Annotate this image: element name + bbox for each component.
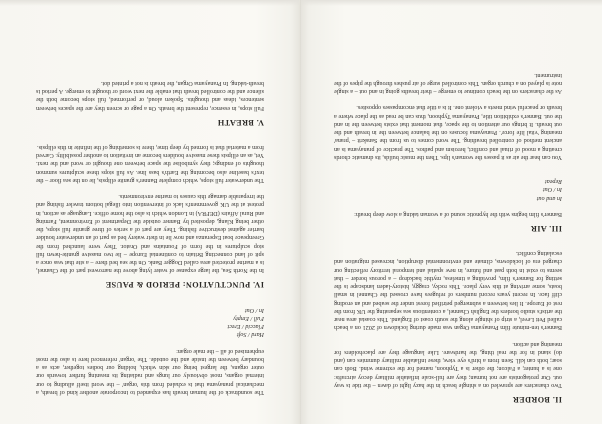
- verse-line: Full / Empty: [233, 315, 264, 321]
- book-gutter: [299, 0, 301, 424]
- section-heading-border: II. BORDER: [512, 395, 562, 404]
- paragraph-film-begins: Banner's film begins with the hypnotic sound of a woman taking a slow deep breath:: [354, 211, 562, 217]
- verse-line: In / Out: [542, 186, 562, 193]
- paragraph-full-stops-breath: Full stops, in essence, represent the breath. On a page or screen they are the spaces between sentences, ideas and thoughts. Spoken aloud, or performed, full stops become both the silence and the controlled breath that enable the next word or thought to emerge. A period is breath-taking. In Pranayama Organ, the breath is not a printed dot.: [36, 80, 264, 111]
- paragraph-pranayama: You can hear the air as it passes the woman's lips. Then the music builds, its dramatic chords creating a mood of ritual and conflict, heroism and pathos. The practice of pranayama is an ancient method of controlled breathing. The word comes to us from the Sanskrit – 'prana' meaning 'vital life force'. Pranayama focuses on the balance between the in breath and the out breath. It brings our attention to the space, that moment that exists between the in and the out. Banner's exhibition title, Pranayama Typhoon, thus can be read as the place where a breath or peaceful wind meets a violent one. It is a title that encompasses opposites.: [334, 104, 562, 160]
- verse-line: Flaccid / Erect: [227, 323, 264, 330]
- verse-line: Repeat: [544, 178, 562, 185]
- verse-line: In / Out: [244, 306, 264, 313]
- page-edge-shadow: [0, 0, 300, 6]
- section-heading-punctuation: IV. PUNCTUATION: PERIOD & PAUSE: [105, 280, 264, 290]
- paragraph-pett-level: Banner's ten-minute film Pranayama Organ was made during lockdown of 2021 on a beach called Pett Level, a strip of shingle along the south coast of England. This coastal area near the artist's studio borders the English Channel, a contentious sea separating the UK from the rest of Europe. It lies between a submerged petrified forest under the seabed and an eroding cliff face. In recent years record numbers of refugees have crossed the Channel in small boats, some arriving at this very place. This rocky, craggy, history-laden landscape is the setting for Banner's film, providing a timeless, mythic backdrop – a porous border – that seems to exist in both past and future, in new spatial and temporal territory reflecting our charged era of lockdowns, climate and environmental disruption, increased migration and escalating conflict.: [334, 250, 562, 331]
- page-punctuation-breath: [0, 0, 300, 424]
- section-heading-air: III. AIR: [530, 224, 562, 233]
- verse-breath: [334, 177, 562, 202]
- paragraph-decoy-aircraft: Two characters are sprawled on a shingle beach in the hazy light of dawn – the tide is way out. Our protagonists are not human; they are full-scale inflatable military decoy aircrafts: one is a hunter, a Falcon; the other is a Typhoon, named for the extreme wind. Both can soar; both can kill. Seen from a bird's eye view, these inflatable military dummies can (and do) stand in for the real thing, the hardware. Like language they are placeholders for meaning and action.: [334, 340, 562, 388]
- paragraph-ellipsis: The underwater full stops, which complete Banner's granite ellipsis, lie on the sea floor – the text's baseline also becoming the Earth's bass line. As full stops these sculptures summon thoughts of endings; they symbolise the space between one thought or word and the next. Yet, as an ellipsis these massive boulders become an invitation to another possibility. Carved from a material that is formed by deep time, there is something of the infinite in this ellipsis.: [36, 144, 264, 183]
- page-edge-shadow: [300, 0, 602, 6]
- verse-line: Hard / Soft: [236, 331, 264, 338]
- paragraph-soundtrack-breath: The soundtrack of the human breath has expanded to incorporate another kind of breath, a mechanical pranayama that is exhaled from this 'organ' – the word itself alluding to our internal organs, most obviously our lungs and radiating its meaning further towards our outer organs, the largest being our skin which, holding our bodies together, acts as a boundary between the inside and the outside. The 'organ' referenced here is also the most euphemised of all – the male organ:: [36, 347, 264, 395]
- section-heading-breath: V. BREATH: [217, 117, 264, 127]
- verse-line: In and out: [536, 194, 562, 201]
- paragraph-dogger-bank: In the North Sea, the large expanse of water lying above the narrowest part of the Channel, is a marine protected area called Dogger Bank. On the sea bed there – a site that was once a spit of land connecting Britain to continental Europe – lie two massive granite-hewn full stop sculptures in the form of Fountains and Orator. They were launched from the Greenpeace boat Esperanza and now lie in their watery bed as part of an underwater boulder barrier against destructive fishing. They are part of a series of three granite full stops, the other being Klang, deposited by Banner outside the Department of Environment, Farming and Rural Affairs (DEFRA) in London which is also the home office. Language as action, in protest at the UK government's lack of intervention into illegal bottom trawler fishing and the irreparable damage this causes to marine environments.: [36, 193, 264, 274]
- paragraph-church-organ: As the characters on the beach continue to emerge – their breaths going in and out – a single note is played on a church organ. This controlled surge of air pushes through the pipes of the instrument.: [334, 71, 562, 95]
- verse-opposites: [36, 306, 264, 339]
- page-border-air: [300, 0, 602, 424]
